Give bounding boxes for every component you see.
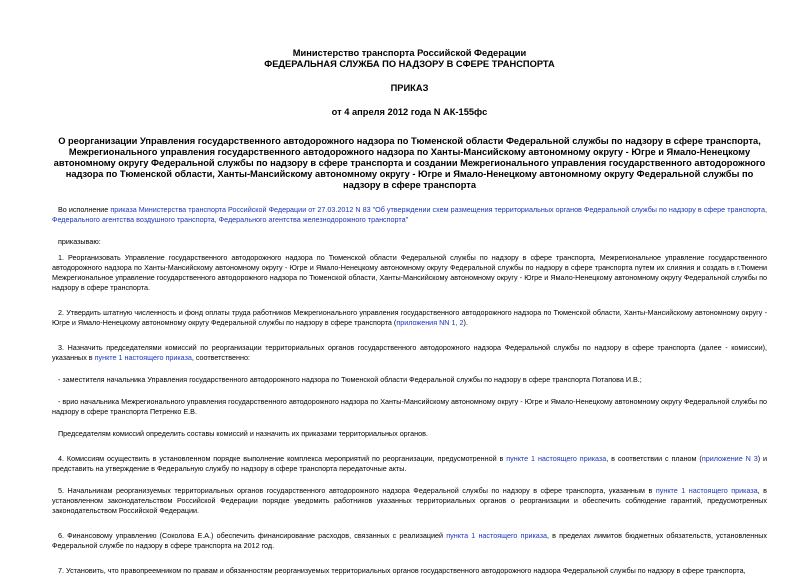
item-1: 1. Реорганизовать Управление государственного автодорожного надзора по Тюменской области Федеральной службы по надзору в сфере транспорта, Межрегиональное управление государственного автодорожного надзора по Ханты-Мансийскому автономному округу - Югре и Ямало-Ненецкому автономному округу Федеральной службы по надзору в сфере транспорта путем их слияния и создать в г.Тюмени Межрегиональное управление государственного автодорожного надзора по Тюменской области, Ханты-Мансийскому автономному округу - Югре и Ямало-Ненецкому автономному округу Федеральной службы по надзору в сфере транспорта. [52,253,767,292]
preamble [52,205,767,225]
appendix-1-2-link[interactable]: приложения NN 1, 2 [396,318,464,327]
item-1-link[interactable]: пункте 1 настоящего приказа [655,486,758,495]
preamble-text: Во исполнение [58,205,111,214]
order-83-link[interactable]: приказа Министерства транспорта Российской Федерации от 27.03.2012 N 83 "Об утверждении схем размещения территориальных органов Федеральной службы по надзору в сфере транспорта, Федерального агентства воздушного транспорта, Федерального агентства железнодорожного транспорта" [52,205,767,224]
document-type: ПРИКАЗ [390,83,429,93]
document-date: от 4 апреля 2012 года N АК-155фс [331,107,488,117]
chairs-instruction: Председателям комиссий определить составы комиссий и назначить их приказами территориальных органов. [58,429,428,438]
item-2: 2. Утвердить штатную численность и фонд оплаты труда работников Межрегионального управления государственного автодорожного надзора по Тюменской области, Ханты-Мансийскому автономному округу - Югре и Ямало-Ненецкому автономному округу Федеральной службы по надзору в сфере транспорта (приложения NN 1, 2). [52,308,767,327]
appendix-3-link[interactable]: приложение N 3 [701,454,758,463]
item-4: 4. Комиссиям осуществить в установленном порядке выполнение комплекса мероприятий по реорганизации, предусмотренной в пункте 1 настоящего приказа, в соответствии с планом (приложение N 3) и представить на утверждение в Федеральную службу по надзору в сфере транспорта передаточные акты. [52,454,768,473]
document-title: О реорганизации Управления государственного автодорожного надзора по Тюменской области Федеральной службы по надзору в сфере транспорта, Межрегионального управления государственного автодорожного надзора по Ханты-Мансийскому автономному округу - Югре и Ямало-Ненецкому автономному округу Федеральной службы по надзору в сфере транспорта и создании Межрегионального управления государственного автодорожного надзора по Тюменской области, Ханты-Мансийскому автономному округу - Югре и Ямало-Ненецкому автономному округу Федеральной службы по надзору в сфере транспорта [53,136,766,190]
item-1-link[interactable]: пункта 1 настоящего приказа [446,531,547,540]
item-3: 3. Назначить председателями комиссий по реорганизации территориальных органов государственного автодорожного надзора Федеральной службы по надзору в сфере транспорта (далее - комиссии), указанных в пункте 1 настоящего приказа, соответственно: [52,343,767,362]
item-5: 5. Начальникам реорганизуемых территориальных органов государственного автодорожного надзора Федеральной службы по надзору в сфере транспорта, указанным в пункте 1 настоящего приказа, в установленном законодательством Российской Федерации порядке уведомить работников указанных территориальных органов о реорганизации и обеспечить соблюдение гарантий, предусмотренных законодательством Российской Федерации. [52,486,768,515]
chair-2: - врио начальника Межрегионального управления государственного автодорожного надзора по Ханты-Мансийскому автономному округу - Югре и Ямало-Ненецкому автономному округу Федеральной службы по надзору в сфере транспорта Петренко Е.В. [52,397,767,416]
item-7: 7. Установить, что правопреемником по правам и обязанностям реорганизуемых территориальных органов государственного автодорожного надзора Федеральной службы по надзору в сфере транспорта, [58,566,746,575]
item-1-link[interactable]: пункте 1 настоящего приказа [94,353,192,362]
order-word: приказываю: [58,237,101,246]
service-name: ФЕДЕРАЛЬНАЯ СЛУЖБА ПО НАДЗОРУ В СФЕРЕ ТРАНСПОРТА [264,59,555,69]
item-1-link[interactable]: пункте 1 настоящего приказа [506,454,607,463]
ministry-name: Министерство транспорта Российской Федерации [292,48,527,58]
document-body [52,205,767,576]
chair-1: - заместителя начальника Управления государственного автодорожного надзора по Тюменской области Федеральной службы по надзору в сфере транспорта Потапова И.В.; [58,375,642,384]
item-6: 6. Финансовому управлению (Соколова Е.А.) обеспечить финансирование расходов, связанных с реализацией пункта 1 настоящего приказа, в пределах лимитов бюджетных обязательств, установленных Федеральной службе по надзору в сфере транспорта на 2012 год. [52,531,767,550]
